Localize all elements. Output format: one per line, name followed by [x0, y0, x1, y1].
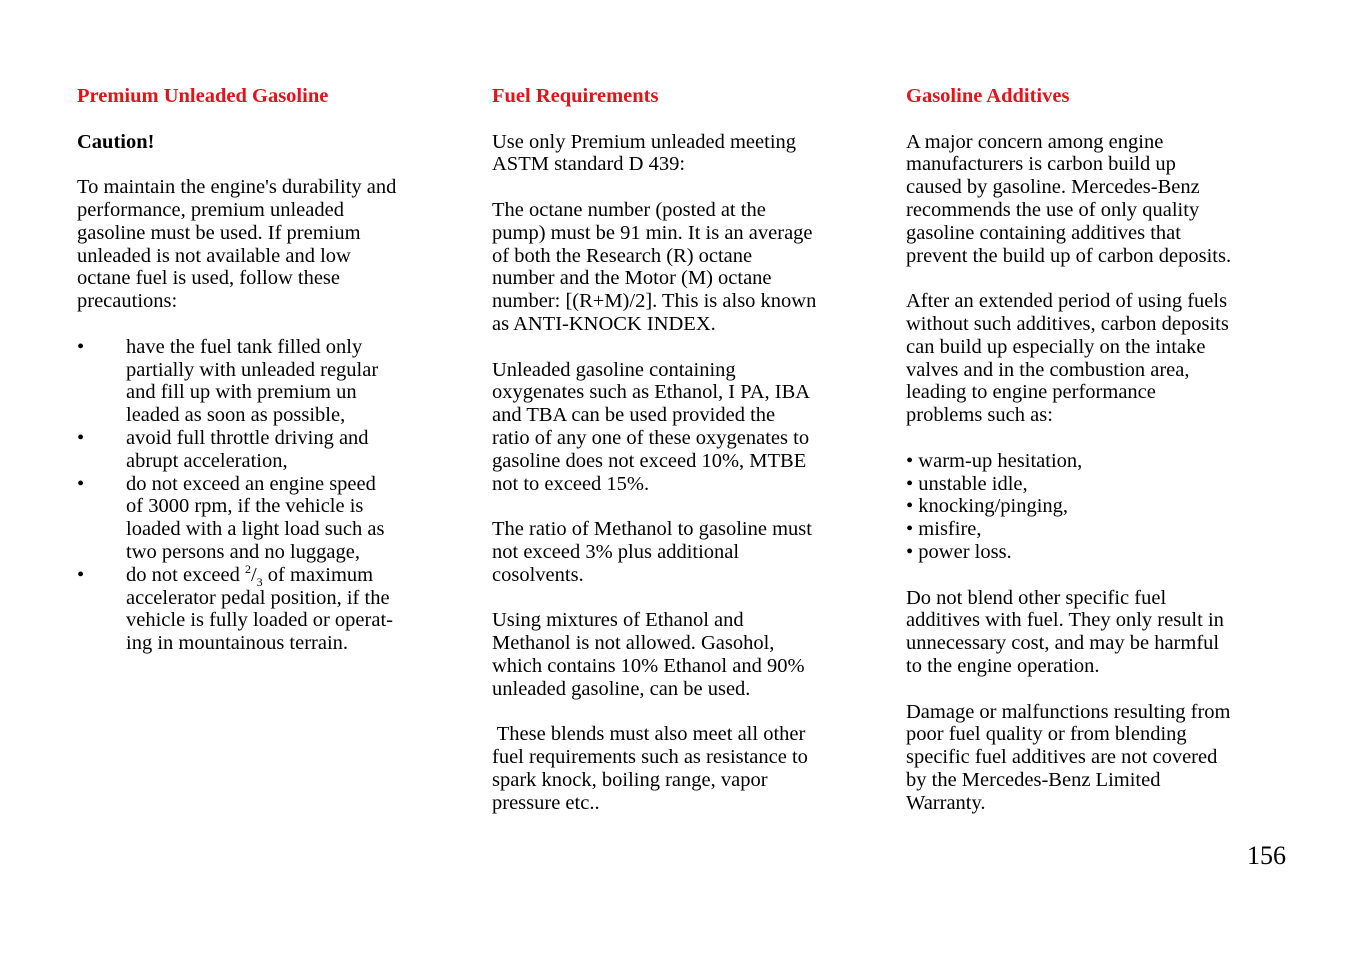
fraction-slash: /: [250, 563, 257, 586]
bullet-marker: •: [77, 335, 85, 358]
list-item: • unstable idle,: [906, 472, 1028, 495]
column-gasoline-additives: [906, 85, 1296, 837]
fraction-numerator: 2: [244, 561, 251, 576]
paragraph: The ratio of Methanol to gasoline must not exceed 3% plus additional cosolvents.: [492, 518, 812, 586]
caution-label: Caution!: [77, 130, 155, 153]
heading-fuel-requirements: Fuel Requirements: [492, 85, 659, 107]
heading-gasoline-additives: Gasoline Additives: [906, 85, 1070, 107]
paragraph: Damage or malfunctions resulting from poor fuel quality or from blending specific fuel additives are not covered by the Mercedes-Benz Limited Warranty.: [906, 700, 1231, 814]
problems-list: [906, 450, 1296, 564]
paragraph: Use only Premium unleaded meeting ASTM standard D 439:: [492, 130, 797, 176]
paragraph: Using mixtures of Ethanol and Methanol is not allowed. Gasohol, which contains 10% Ethanol and 90% unleaded gasoline, can be used.: [492, 609, 805, 700]
list-item: • have the fuel tank filled only partially with unleaded regular and fill up with premium un leaded as soon as possible,: [77, 335, 379, 427]
paragraph: The octane number (posted at the pump) must be 91 min. It is an average of both the Research (R) octane number and the Motor (M) octane number: [(R+M)/2]. This is also known as ANTI-KNOCK INDEX.: [492, 198, 817, 335]
bullet-marker: •: [77, 426, 85, 449]
list-item: • warm-up hesitation,: [906, 449, 1083, 472]
paragraph: These blends must also meet all other fuel requirements such as resistance to spark knock, boiling range, vapor pressure etc..: [492, 723, 808, 814]
list-item: • do not exceed an engine speed of 3000 rpm, if the vehicle is loaded with a light load such as two persons and no luggage,: [77, 472, 385, 563]
column-premium-unleaded: [77, 85, 447, 655]
list-item: • power loss.: [906, 540, 1012, 563]
precautions-list: [77, 336, 447, 655]
bullet-marker: •: [77, 563, 85, 586]
list-item: • do not exceed $^2/_3$ of maximum accelerator pedal position, if the vehicle is fully loaded or operat- ing in mountainous terrain.: [77, 561, 393, 655]
list-item: • avoid full throttle driving and abrupt acceleration,: [77, 426, 369, 472]
bullet-marker: •: [77, 472, 85, 495]
paragraph: A major concern among engine manufacturers is carbon build up caused by gasoline. Mercedes-Benz recommends the use of only quality gasoline containing additives that prevent the build up of carbon deposits.: [906, 130, 1232, 267]
column-fuel-requirements: [492, 85, 867, 837]
paragraph: Unleaded gasoline containing oxygenates such as Ethanol, I PA, IBA and TBA can be used provided the ratio of any one of these oxygenates to gasoline does not exceed 10%, MTBE not to exceed 15%.: [492, 358, 811, 495]
intro-paragraph: To maintain the engine's durability and performance, premium unleaded gasoline must be used. If premium unleaded is not available and low octane fuel is used, follow these precautions:: [77, 176, 397, 313]
paragraph: After an extended period of using fuels without such additives, carbon deposits can build up especially on the intake valves and in the combustion area, leading to engine performance problems such as:: [906, 290, 1229, 427]
heading-premium-unleaded: Premium Unleaded Gasoline: [77, 85, 329, 107]
fraction-denominator: 3: [256, 574, 263, 589]
list-item: • misfire,: [906, 518, 982, 541]
paragraph: Do not blend other specific fuel additives with fuel. They only result in unnecessary cost, and may be harmful to the engine operation.: [906, 586, 1224, 677]
list-item: • knocking/pinging,: [906, 495, 1069, 518]
page-number: 156: [1247, 841, 1286, 870]
